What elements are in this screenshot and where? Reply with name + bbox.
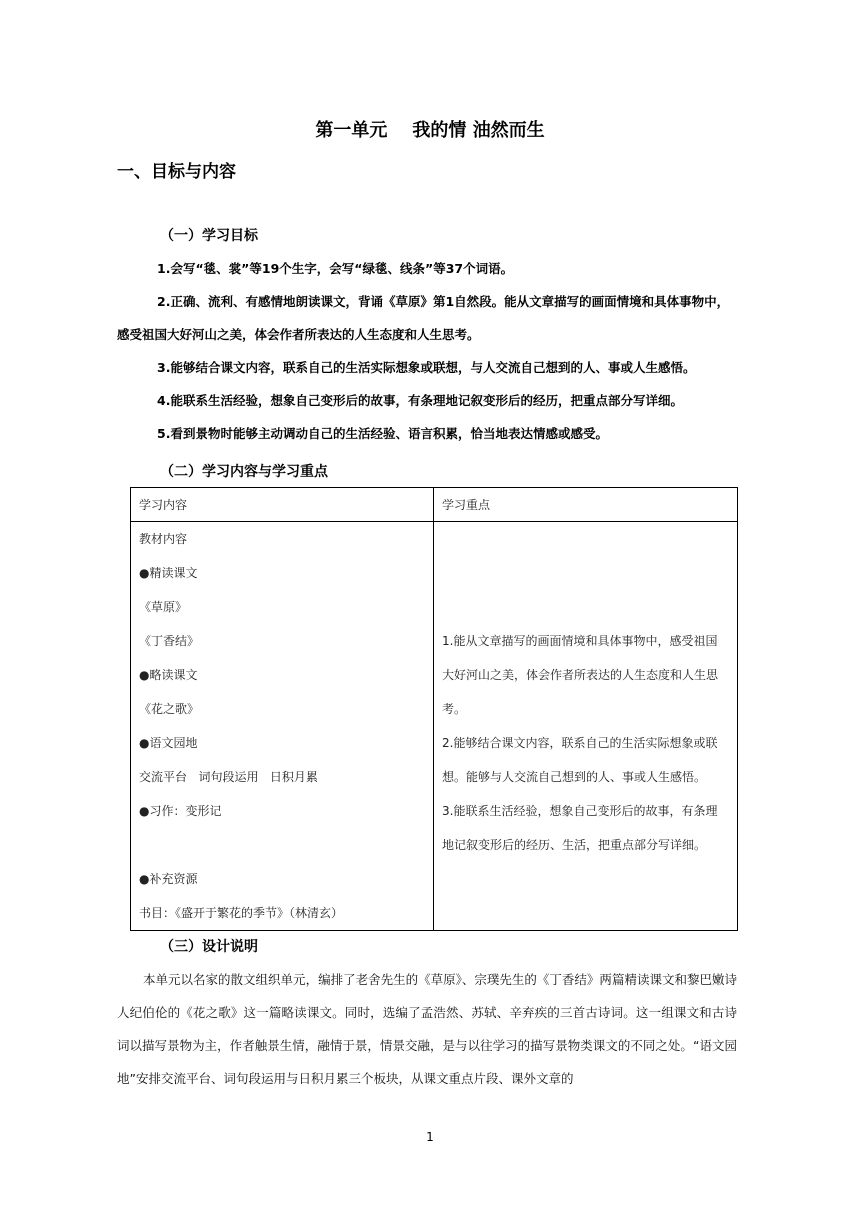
- design-description: [117, 963, 737, 1095]
- objective-item: 5.看到景物时能够主动调动自己的生活经验、语言积累，恰当地表达情感或感受。: [157, 426, 608, 441]
- content-line: ●补充资源: [139, 872, 198, 886]
- header-cell-content: 学习内容: [131, 488, 434, 522]
- table-row: [131, 522, 738, 931]
- header-cell-focus: 学习重点: [434, 488, 738, 522]
- content-focus-table: [130, 487, 738, 931]
- content-line: ●语文园地: [139, 736, 198, 750]
- page-number: 1: [426, 1130, 434, 1144]
- objective-item: 2.正确、流利、有感情地朗读课文，背诵《草原》第1自然段。能从文章描写的画面情境和具体事物中，感受祖国大好河山之美，体会作者所表达的人生态度和人生思考。: [117, 294, 730, 342]
- objective-item: 3.能够结合课文内容，联系自己的生活实际想象或联想，与人交流自己想到的人、事或人生感悟。: [157, 360, 696, 375]
- content-line: 交流平台 词句段运用 日积月累: [139, 770, 318, 784]
- content-line: 教材内容: [139, 532, 188, 546]
- unit-title: 第一单元 我的情 油然而生: [315, 120, 545, 141]
- content-line: 《丁香结》: [139, 634, 200, 648]
- subsection-heading-design: （三）设计说明: [160, 939, 258, 955]
- content-cell: [131, 522, 434, 931]
- objectives-list: [117, 252, 737, 450]
- content-line: 《草原》: [139, 600, 188, 614]
- content-line: ●精读课文: [139, 566, 198, 580]
- content-line: 《花之歌》: [139, 702, 200, 716]
- section-heading-goals-content: 一、目标与内容: [117, 162, 236, 182]
- objective-item: 1.会写“毯、裳”等19个生字，会写“绿毯、线条”等37个词语。: [157, 261, 514, 276]
- focus-point: 2.能够结合课文内容，联系自己的生活实际想象或联想。能够与人交流自己想到的人、事或人生感悟。: [442, 736, 718, 784]
- table-header-row: [131, 488, 738, 522]
- focus-cell: [434, 522, 738, 931]
- design-paragraph: 本单元以名家的散文组织单元，编排了老舍先生的《草原》、宗璞先生的《丁香结》两篇精读课文和黎巴嫩诗人纪伯伦的《花之歌》这一篇略读课文。同时，选编了孟浩然、苏轼、辛弃疾的三首古诗词。这一组课文和古诗词以描写景物为主，作者触景生情，融情于景，情景交融，是与以往学习的描写景物类课文的不同之处。“语文园地”安排交流平台、词句段运用与日积月累三个板块，从课文重点片段、课外文章的: [117, 972, 737, 1086]
- objective-item: 4.能联系生活经验，想象自己变形后的故事，有条理地记叙变形后的经历，把重点部分写详细。: [157, 393, 683, 408]
- focus-point: 1.能从文章描写的画面情境和具体事物中，感受祖国大好河山之美，体会作者所表达的人生态度和人生思考。: [442, 634, 719, 716]
- subsection-heading-objectives: （一）学习目标: [160, 228, 258, 244]
- content-line: ●略读课文: [139, 668, 198, 682]
- subsection-heading-content-focus: （二）学习内容与学习重点: [160, 464, 328, 480]
- content-line: [139, 828, 425, 862]
- content-line: 书目：《盛开于繁花的季节》（林清玄）: [139, 906, 344, 920]
- content-line: ●习作：变形记: [139, 804, 222, 818]
- focus-point: 3.能联系生活经验，想象自己变形后的故事，有条理地记叙变形后的经历、生活，把重点部分写详细。: [442, 804, 718, 852]
